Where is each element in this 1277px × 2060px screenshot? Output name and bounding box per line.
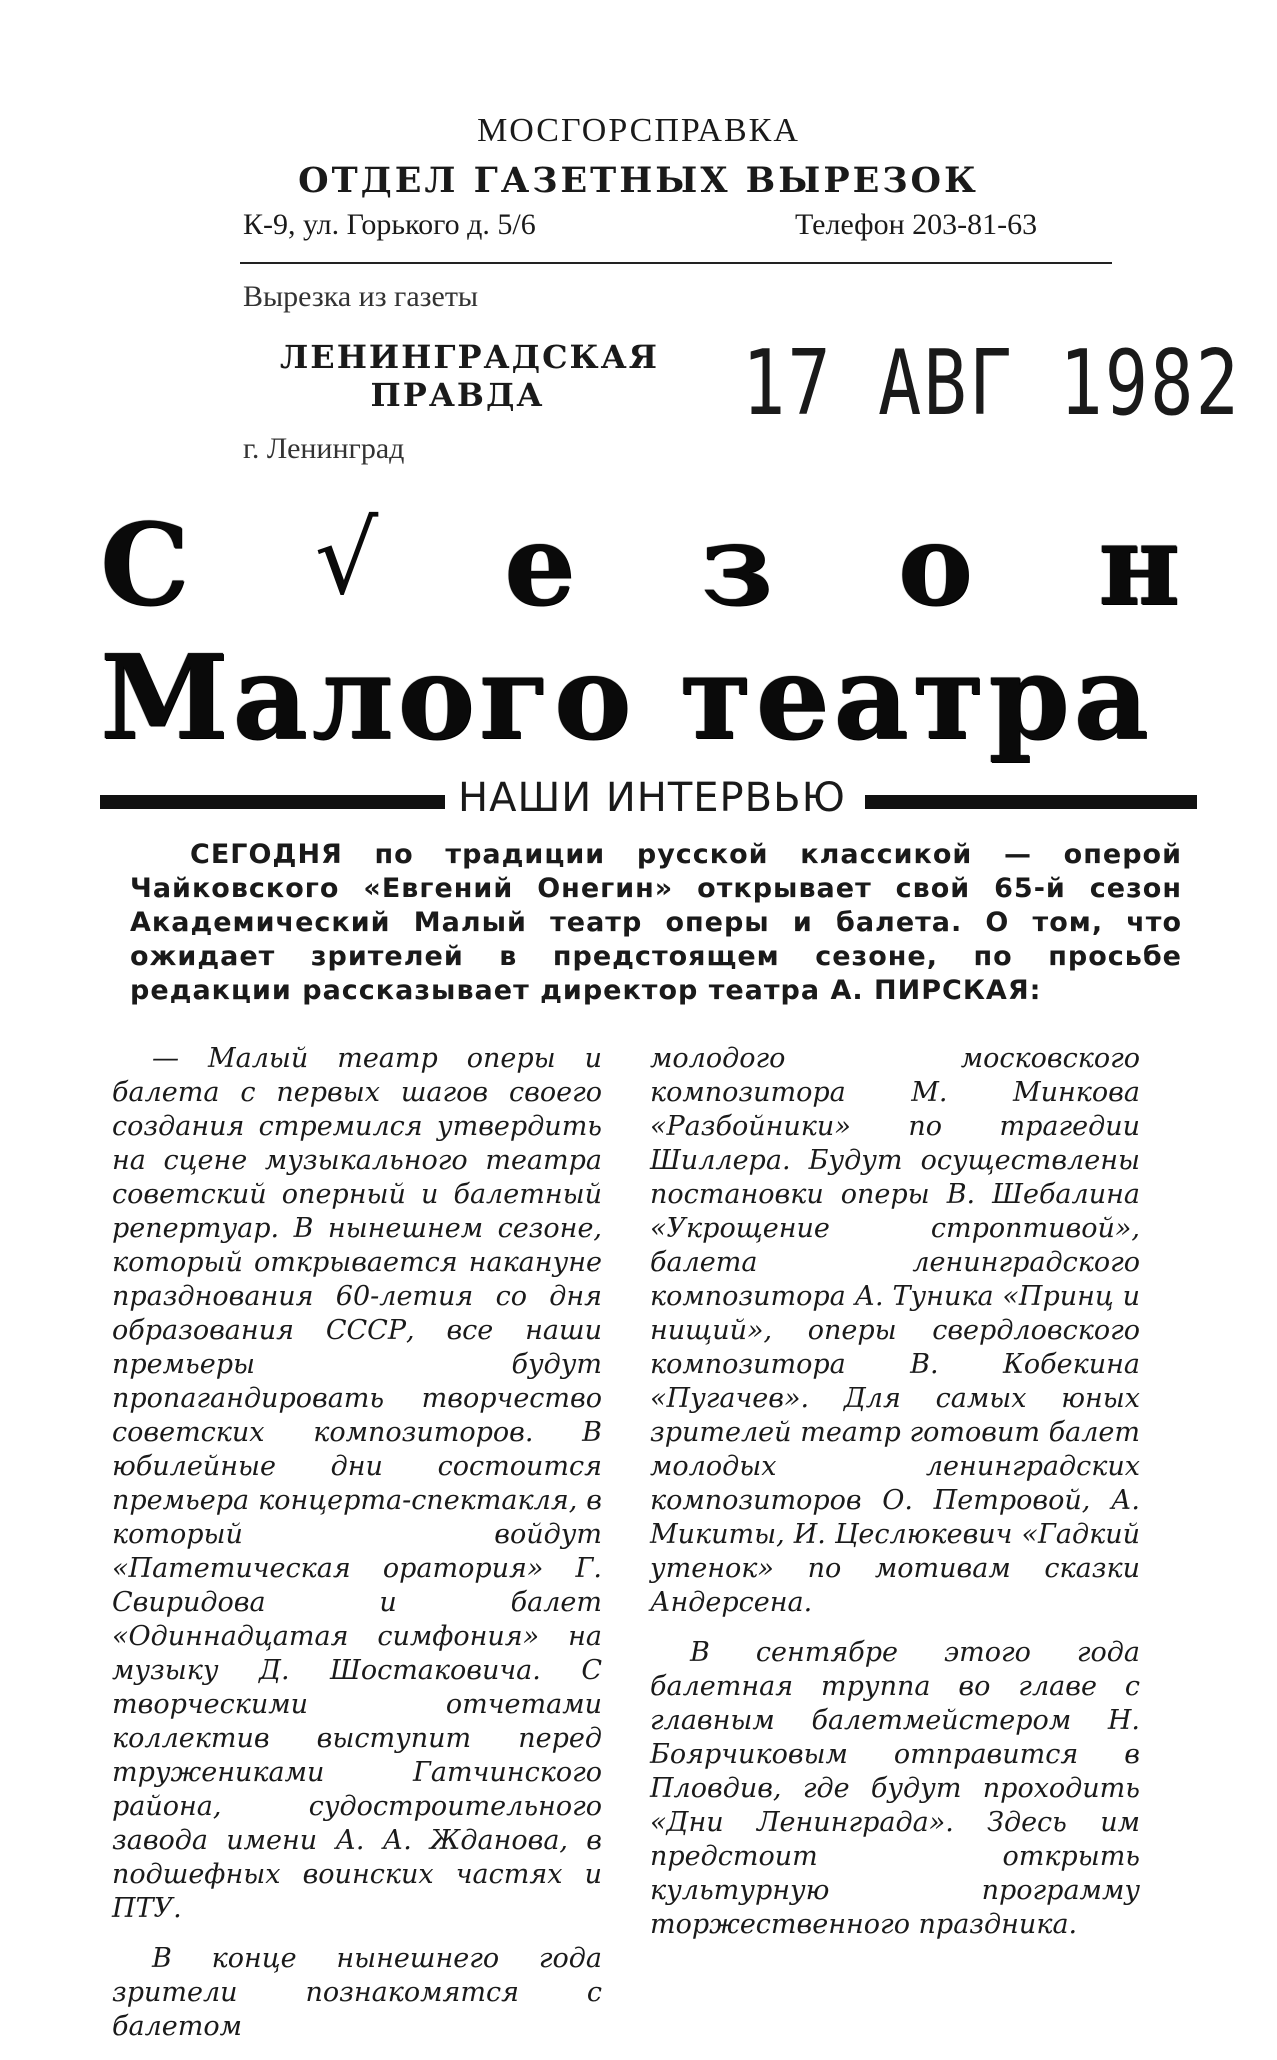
article-paragraph: В конце нынешнего года зрители познакомятся с балетом xyxy=(112,1943,602,2042)
department-name: ОТДЕЛ ГАЗЕТНЫХ ВЫРЕЗОК xyxy=(298,160,979,201)
newspaper-name-line1: ЛЕНИНГРАДСКАЯ xyxy=(280,338,659,376)
headline-line2: Малого театра xyxy=(100,630,1153,766)
article-paragraph: молодого московского композитора М. Минкова «Разбойники» по трагедии Шиллера. Будут осуществлены постановки оперы В. Шебалина «Укрощение строптивой», балета ленинградского композитора А. Туника «Принц и нищий», оперы свердловского композитора В. Кобекина «Пугачев». Для самых юных зрителей театр готовит балет молодых ленинградских композиторов О. Петровой, А. Микиты, И. Цеслюкевич «Гадкий утенок» по мотивам сказки Андерсена. xyxy=(650,1043,1140,1618)
headline-letter: н xyxy=(1097,500,1180,631)
agency-phone: Телефон 203-81-63 xyxy=(795,208,1038,241)
header-divider xyxy=(240,262,1112,264)
headline-letter: С xyxy=(100,500,190,631)
rubric-label: НАШИ ИНТЕРВЬЮ xyxy=(458,775,846,821)
check-mark-icon: √ xyxy=(314,500,379,617)
headline-line1 xyxy=(100,500,1180,631)
headline-letter: о xyxy=(897,500,973,631)
headline-letter: з xyxy=(700,500,773,631)
rubric-bar-right xyxy=(865,795,1197,809)
clip-label: Вырезка из газеты xyxy=(243,280,479,313)
article-paragraph: В сентябре этого года балетная труппа во главе с главным балетмейстером Н. Боярчиковым отправится в Пловдив, где будут проходить «Дни Ленинграда». Здесь им предстоит открыть культурную программу торжественного праздника. xyxy=(650,1637,1140,1940)
agency-name: МОСГОРСПРАВКА xyxy=(477,112,800,149)
rubric-bar-left xyxy=(100,795,445,809)
article-column-left xyxy=(112,1042,602,2060)
headline-letter: е xyxy=(503,500,576,631)
article-paragraph: — Малый театр оперы и балета с первых шагов своего создания стремился утвердить на сцене музыкального театра советский оперный и балетный репертуар. В нынешнем сезоне, который открывается накануне празднования 60-летия со дня образования СССР, все наши премьеры будут пропагандировать творчество советских композиторов. В юбилейные дни состоится премьера концерта-спектакля, в который войдут «Патетическая оратория» Г. Свиридова и балет «Одиннадцатая симфония» на музыку Д. Шостаковича. С творческими отчетами коллектив выступит перед тружениками Гатчинского района, судостроительного завода имени А. А. Жданова, в подшефных воинских частях и ПТУ. xyxy=(112,1043,602,1924)
article-lead: СЕГОДНЯ по традиции русской классикой — оперой Чайковского «Евгений Онегин» открывает свой 65-й сезон Академический Малый театр оперы и балета. О том, что ожидает зрителей в предстоящем сезоне, по просьбе редакции рассказывает директор театра А. ПИРСКАЯ: xyxy=(130,839,1182,1006)
newspaper-name-line2: ПРАВДА xyxy=(370,376,545,414)
newspaper-city: г. Ленинград xyxy=(243,432,405,465)
newspaper-name xyxy=(280,338,659,414)
article-column-right xyxy=(650,1042,1140,1958)
agency-address: К-9, ул. Горького д. 5/6 xyxy=(243,208,536,241)
date-stamp: 17 АВГ 1982 xyxy=(742,330,1241,435)
